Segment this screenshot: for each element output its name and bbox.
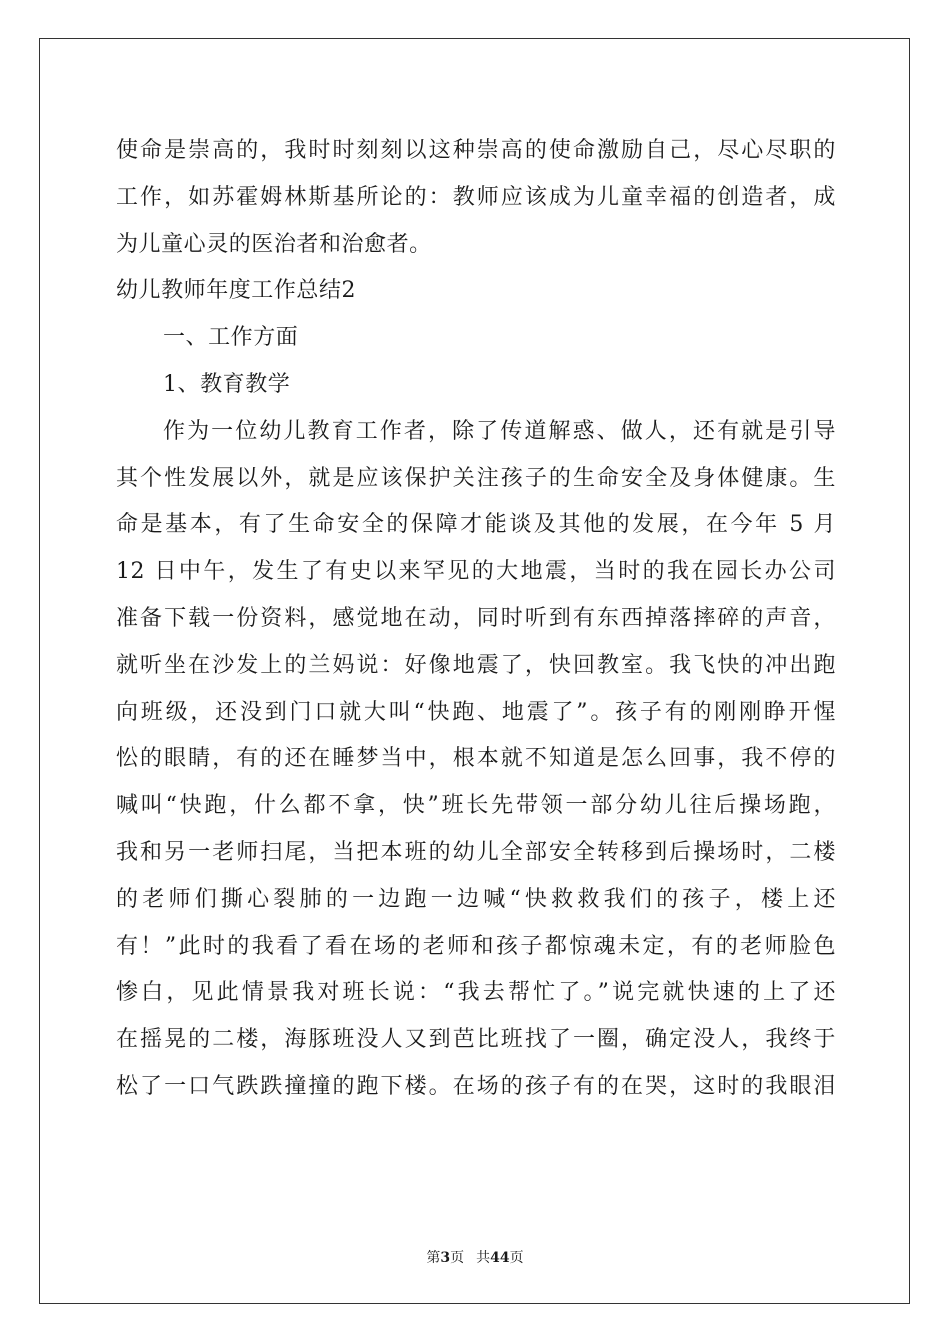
paragraph-line: 我和另一老师扫尾，当把本班的幼儿全部安全转移到后操场时，二楼 (116, 839, 836, 865)
paragraph-line: 其个性发展以外，就是应该保护关注孩子的生命安全及身体健康。生 (116, 465, 836, 491)
paragraph-line: 在摇晃的二楼，海豚班没人又到芭比班找了一圈，确定没人，我终于 (116, 1027, 836, 1053)
paragraph-line: 作为一位幼儿教育工作者，除了传道解惑、做人，还有就是引导 (163, 418, 836, 444)
paragraph-line: 忪的眼睛，有的还在睡梦当中，根本就不知道是怎么回事，我不停的 (116, 746, 836, 772)
page-number: 3 (440, 1250, 451, 1266)
text-line: 使命是崇高的，我时时刻刻以这种崇高的使命激励自己，尽心尽职的 (116, 138, 836, 163)
paragraph-line: 惨白，见此情景我对班长说：“我去帮忙了。”说完就快速的上了还 (116, 980, 836, 1006)
subheading-education: 1、教育教学 (163, 371, 291, 397)
document-body (116, 128, 836, 1111)
paragraph-line: 准备下载一份资料，感觉地在动，同时听到有东西掉落摔碎的声音， (116, 605, 836, 631)
total-suffix: 页 (509, 1250, 524, 1266)
page-suffix: 页 (450, 1250, 465, 1266)
page-footer (0, 1247, 950, 1267)
total-pages: 44 (490, 1250, 510, 1266)
paragraph-line: 的老师们撕心裂肺的一边跑一边喊“快救救我们的孩子，楼上还 (116, 886, 836, 912)
paragraph-line: 12 日中午，发生了有史以来罕见的大地震，当时的我在园长办公司 (116, 559, 836, 585)
heading-work: 一、工作方面 (163, 325, 299, 351)
paragraph-line: 命是基本，有了生命安全的保障才能谈及其他的发展，在今年 5 月 (116, 512, 836, 538)
section-title: 幼儿教师年度工作总结2 (116, 278, 357, 304)
total-prefix: 共 (476, 1250, 491, 1266)
paragraph-line: 喊叫“快跑，什么都不拿，快”班长先带领一部分幼儿往后操场跑， (116, 793, 836, 819)
text-line: 工作，如苏霍姆林斯基所论的：教师应该成为儿童幸福的创造者，成 (116, 184, 836, 210)
paragraph-line: 有！”此时的我看了看在场的老师和孩子都惊魂未定，有的老师脸色 (116, 933, 836, 959)
paragraph-line: 就听坐在沙发上的兰妈说：好像地震了，快回教室。我飞快的冲出跑 (116, 652, 836, 678)
paragraph-line: 松了一口气跌跌撞撞的跑下楼。在场的孩子有的在哭，这时的我眼泪 (116, 1073, 836, 1099)
paragraph-line: 向班级，还没到门口就大叫“快跑、地震了”。孩子有的刚刚睁开惺 (116, 699, 836, 725)
page-prefix: 第 (426, 1250, 441, 1266)
text-line: 为儿童心灵的医治者和治愈者。 (116, 231, 432, 257)
